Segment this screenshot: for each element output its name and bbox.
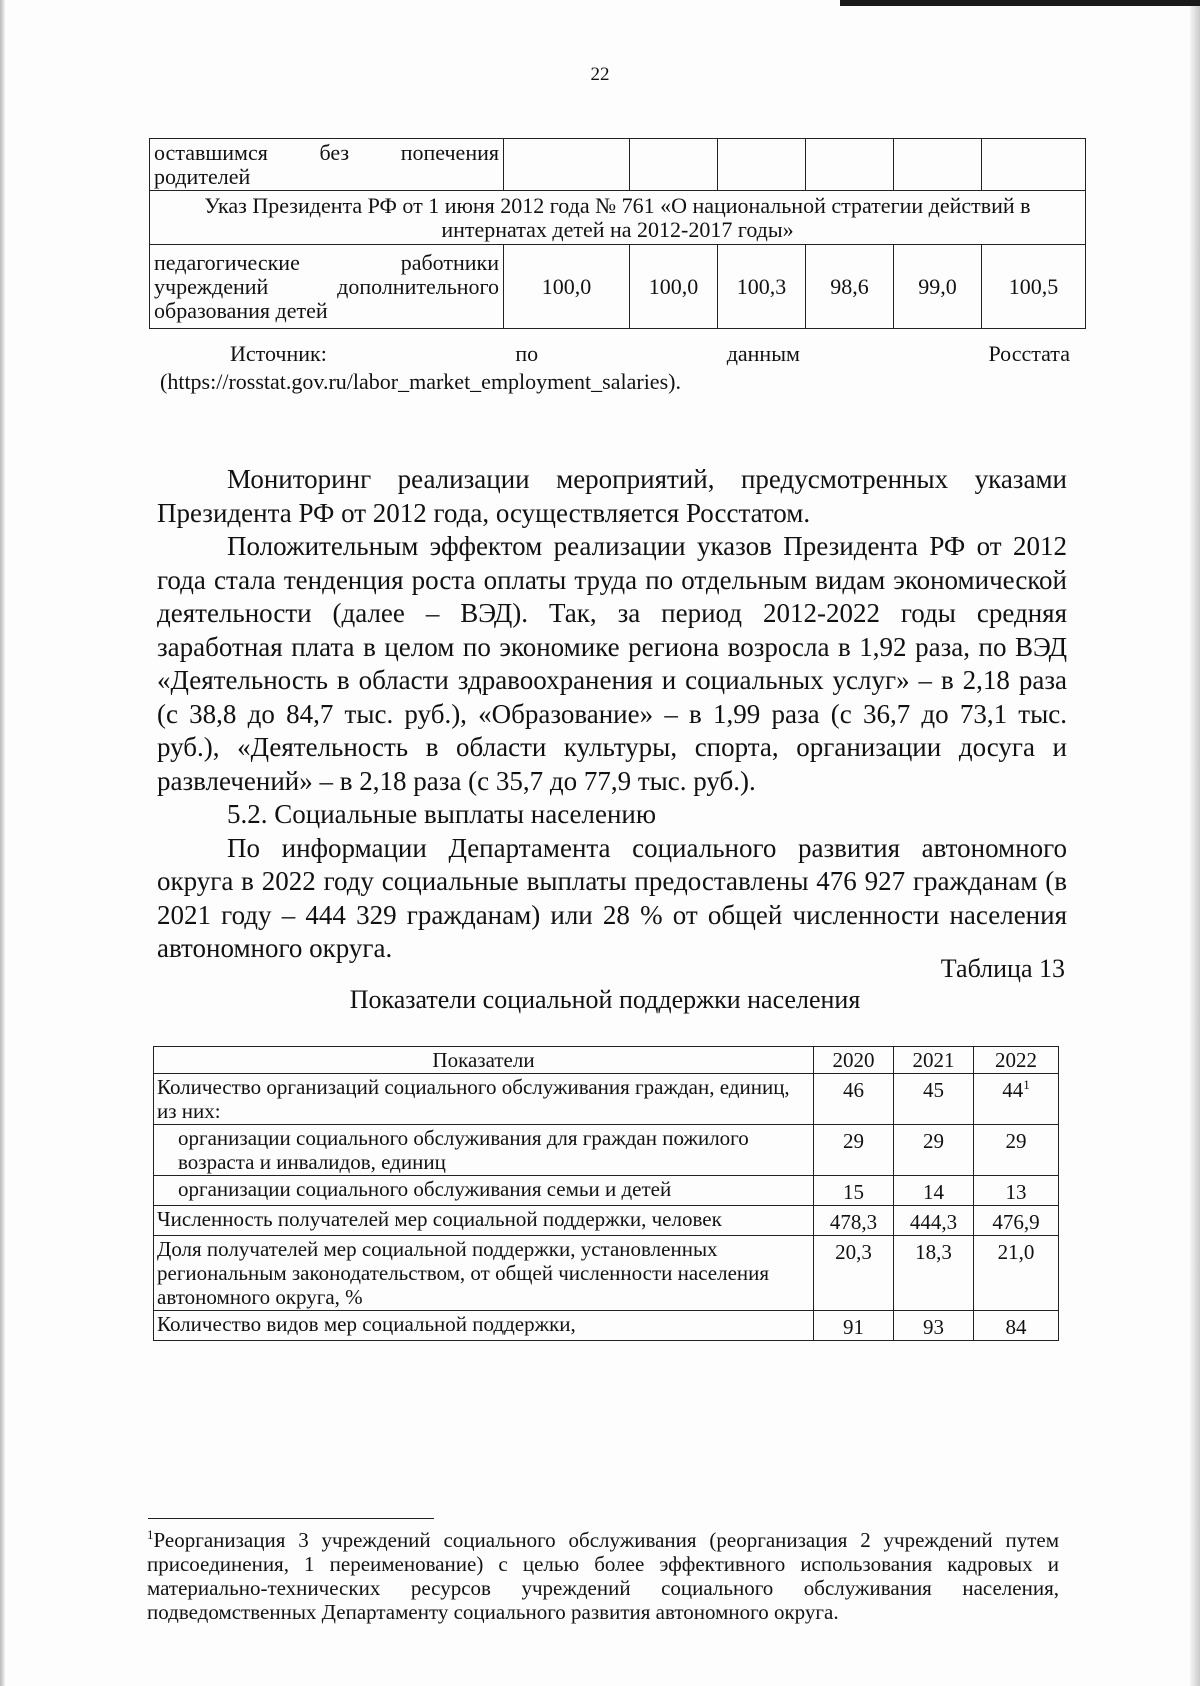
paragraph: По информации Департамента социального развития автономного округа в 2022 году социальные выплаты предоставлены 476 927 гражданам (в 2021 году – 444 329 гражданам) или 28 % от общей численности населения автономного округа.	[157, 832, 1067, 963]
cell	[504, 139, 630, 191]
table-row	[150, 191, 1086, 245]
footnote-marker: 1	[147, 1527, 154, 1542]
cell: 29	[894, 1125, 974, 1176]
table-row	[154, 1206, 1059, 1236]
cell: 100,3	[718, 245, 806, 329]
cell: 478,3	[814, 1206, 894, 1236]
table-row	[154, 1125, 1059, 1176]
cell: 91	[814, 1311, 894, 1341]
column-header: 2020	[814, 1047, 894, 1074]
row-label: оставшимся без попечения родителей	[150, 139, 504, 191]
table-row	[150, 245, 1086, 329]
decree-heading: Указ Президента РФ от 1 июня 2012 года № 761 «О национальной стратегии действий в интернатах детей на 2012-2017 годы»	[150, 191, 1086, 245]
scan-edge-right	[1190, 0, 1200, 1686]
cell: 46	[814, 1074, 894, 1125]
paragraph: Мониторинг реализации мероприятий, предусмотренных указами Президента РФ от 2012 года, осуществляется Росстатом.	[157, 464, 1067, 528]
wage-table-continuation	[149, 138, 1086, 329]
row-label: Количество организаций социального обслуживания граждан, единиц, из них:	[154, 1074, 814, 1125]
footnote	[147, 1528, 1059, 1624]
row-label: Количество видов мер социальной поддержки,	[154, 1311, 814, 1341]
table-row	[154, 1311, 1059, 1341]
source-word: по	[515, 341, 539, 366]
cell	[718, 139, 806, 191]
cell: 13	[974, 1176, 1059, 1206]
cell: 100,0	[630, 245, 718, 329]
table-row	[150, 139, 1086, 191]
section-heading: 5.2. Социальные выплаты населению	[227, 799, 657, 829]
footnote-marker: 1	[1023, 1077, 1030, 1092]
footnote-divider	[148, 1518, 434, 1519]
cell: 15	[814, 1176, 894, 1206]
cell: 444,3	[894, 1206, 974, 1236]
cell: 84	[974, 1311, 1059, 1341]
footnote-text: Реорганизация 3 учреждений социального обслуживания (реорганизация 2 учреждений путем присоединения, 1 переименование) с целью более эффективного использования кадровых и материально-технических ресурсов учреждений социального обслуживания населения, подведомственных Департаменту социального развития автономного округа.	[147, 1528, 1059, 1624]
social-support-table	[153, 1046, 1059, 1341]
cell: 20,3	[814, 1236, 894, 1311]
table-row	[154, 1074, 1059, 1125]
column-header: Показатели	[154, 1047, 814, 1074]
cell: 45	[894, 1074, 974, 1125]
cell-value: 44	[1002, 1078, 1024, 1102]
cell	[806, 139, 894, 191]
cell: 476,9	[974, 1206, 1059, 1236]
scan-edge-left	[0, 0, 5, 1686]
source-word: данным	[726, 341, 800, 366]
table-source-note	[160, 340, 1070, 396]
page-number: 22	[590, 64, 610, 85]
cell: 29	[974, 1125, 1059, 1176]
table-title: Показатели социальной поддержки населения	[349, 985, 861, 1014]
cell: 29	[814, 1125, 894, 1176]
row-label: педагогические работники учреждений дополнительного образования детей	[150, 245, 504, 329]
table-number: Таблица 13	[940, 954, 1065, 983]
column-header: 2022	[974, 1047, 1059, 1074]
row-label: организации социального обслуживания семьи и детей	[154, 1176, 814, 1206]
body-text	[157, 463, 1067, 966]
cell: 99,0	[894, 245, 982, 329]
cell: 93	[894, 1311, 974, 1341]
source-word: Росстата	[988, 341, 1070, 366]
row-label: организации социального обслуживания для граждан пожилого возраста и инвалидов, единиц	[154, 1125, 814, 1176]
cell: 21,0	[974, 1236, 1059, 1311]
cell: 98,6	[806, 245, 894, 329]
cell: 14	[894, 1176, 974, 1206]
source-line-1	[160, 340, 1070, 368]
cell	[982, 139, 1086, 191]
row-label: Численность получателей мер социальной поддержки, человек	[154, 1206, 814, 1236]
scan-edge-top	[840, 0, 1200, 6]
cell	[974, 1074, 1059, 1125]
cell: 100,0	[504, 245, 630, 329]
cell: 18,3	[894, 1236, 974, 1311]
table-row	[154, 1176, 1059, 1206]
cell	[630, 139, 718, 191]
table-header-row	[154, 1047, 1059, 1074]
cell	[894, 139, 982, 191]
column-header: 2021	[894, 1047, 974, 1074]
row-label: Доля получателей мер социальной поддержки, установленных региональным законодательством, от общей численности населения автономного округа, %	[154, 1236, 814, 1311]
cell: 100,5	[982, 245, 1086, 329]
paragraph: Положительным эффектом реализации указов Президента РФ от 2012 года стала тенденция роста оплаты труда по отдельным видам экономической деятельности (далее – ВЭД). Так, за период 2012-2022 годы средняя заработная плата в целом по экономике региона возросла в 1,92 раза, по ВЭД «Деятельность в области здравоохранения и социальных услуг» – в 2,18 раза (с 38,8 до 84,7 тыс. руб.), «Образование» – в 1,99 раза (с 36,7 до 73,1 тыс. руб.), «Деятельность в области культуры, спорта, организации досуга и развлечений» – в 2,18 раза (с 35,7 до 77,9 тыс. руб.).	[157, 531, 1067, 796]
source-link: (https://rosstat.gov.ru/labor_market_employment_salaries).	[160, 369, 681, 394]
source-word: Источник:	[230, 341, 327, 366]
table-row	[154, 1236, 1059, 1311]
